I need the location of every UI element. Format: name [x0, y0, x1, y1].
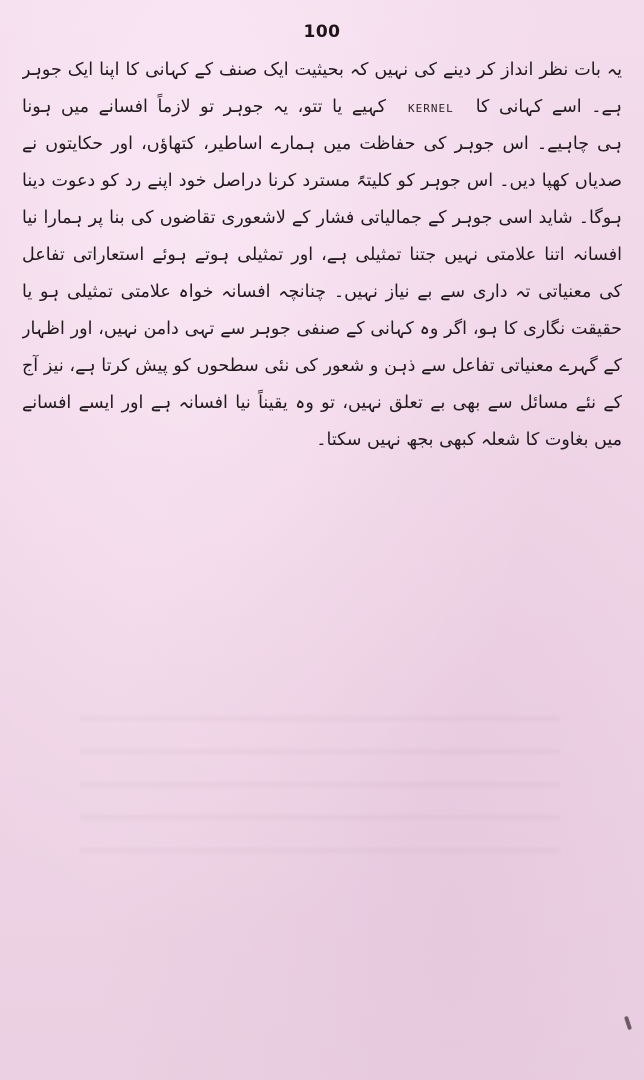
inline-english-term: KERNEL: [407, 102, 454, 115]
text-line-3: ہی چاہیے۔ اس جوہر کی حفاظت میں ہمارے اساطیر، کتھاؤں، اور حکایتوں نے: [22, 134, 622, 154]
text-line-10: کے نئے مسائل سے بھی بے تعلق نہیں، تو وہ یقیناً نیا افسانہ ہے اور ایسے افسانے: [22, 393, 622, 413]
text-line-2: [22, 89, 622, 126]
text-line-2-end: کہیے یا تتو، یہ جوہر تو لازماً افسانے میں ہونا: [22, 97, 386, 117]
ink-mark: [624, 1016, 632, 1031]
text-line-7: کی معنیاتی تہ داری سے بے نیاز نہیں۔ چنانچہ افسانہ خواہ علامتی تمثیلی ہو یا: [22, 282, 622, 302]
text-line-4: صدیاں کھپا دیں۔ اس جوہر کو کلیتہً مسترد کرنا دراصل خود اپنے رد کو دعوت دینا: [22, 171, 622, 191]
show-through-bleed: [80, 690, 560, 860]
page-number: 100: [303, 22, 341, 42]
text-line-2-start: ہے۔ اسے کہانی کا: [475, 97, 622, 117]
text-line-5: ہوگا۔ شاید اسی جوہر کے جمالیاتی فشار کے لاشعوری تقاضوں کی بنا پر ہمارا نیا: [22, 208, 622, 228]
body-text: [22, 52, 622, 459]
text-line-1: یہ بات نظر انداز کر دینے کی نہیں کہ بحیثیت ایک صنف کے کہانی کا اپنا ایک جوہر: [22, 60, 622, 80]
text-line-8: حقیقت نگاری کا ہو، اگر وہ کہانی کے صنفی جوہر سے تہی دامن نہیں، اور اظہار: [22, 319, 622, 339]
text-line-11: میں بغاوت کا شعلہ کبھی بجھ نہیں سکتا۔: [316, 430, 622, 450]
text-line-6: افسانہ اتنا علامتی نہیں جتنا تمثیلی ہے، اور تمثیلی ہوتے ہوئے استعاراتی تفاعل: [22, 245, 622, 265]
text-line-9: کے گہرے معنیاتی تفاعل سے ذہن و شعور کی نئی سطحوں کو پیش کرتا ہے، نیز آج: [22, 356, 622, 376]
